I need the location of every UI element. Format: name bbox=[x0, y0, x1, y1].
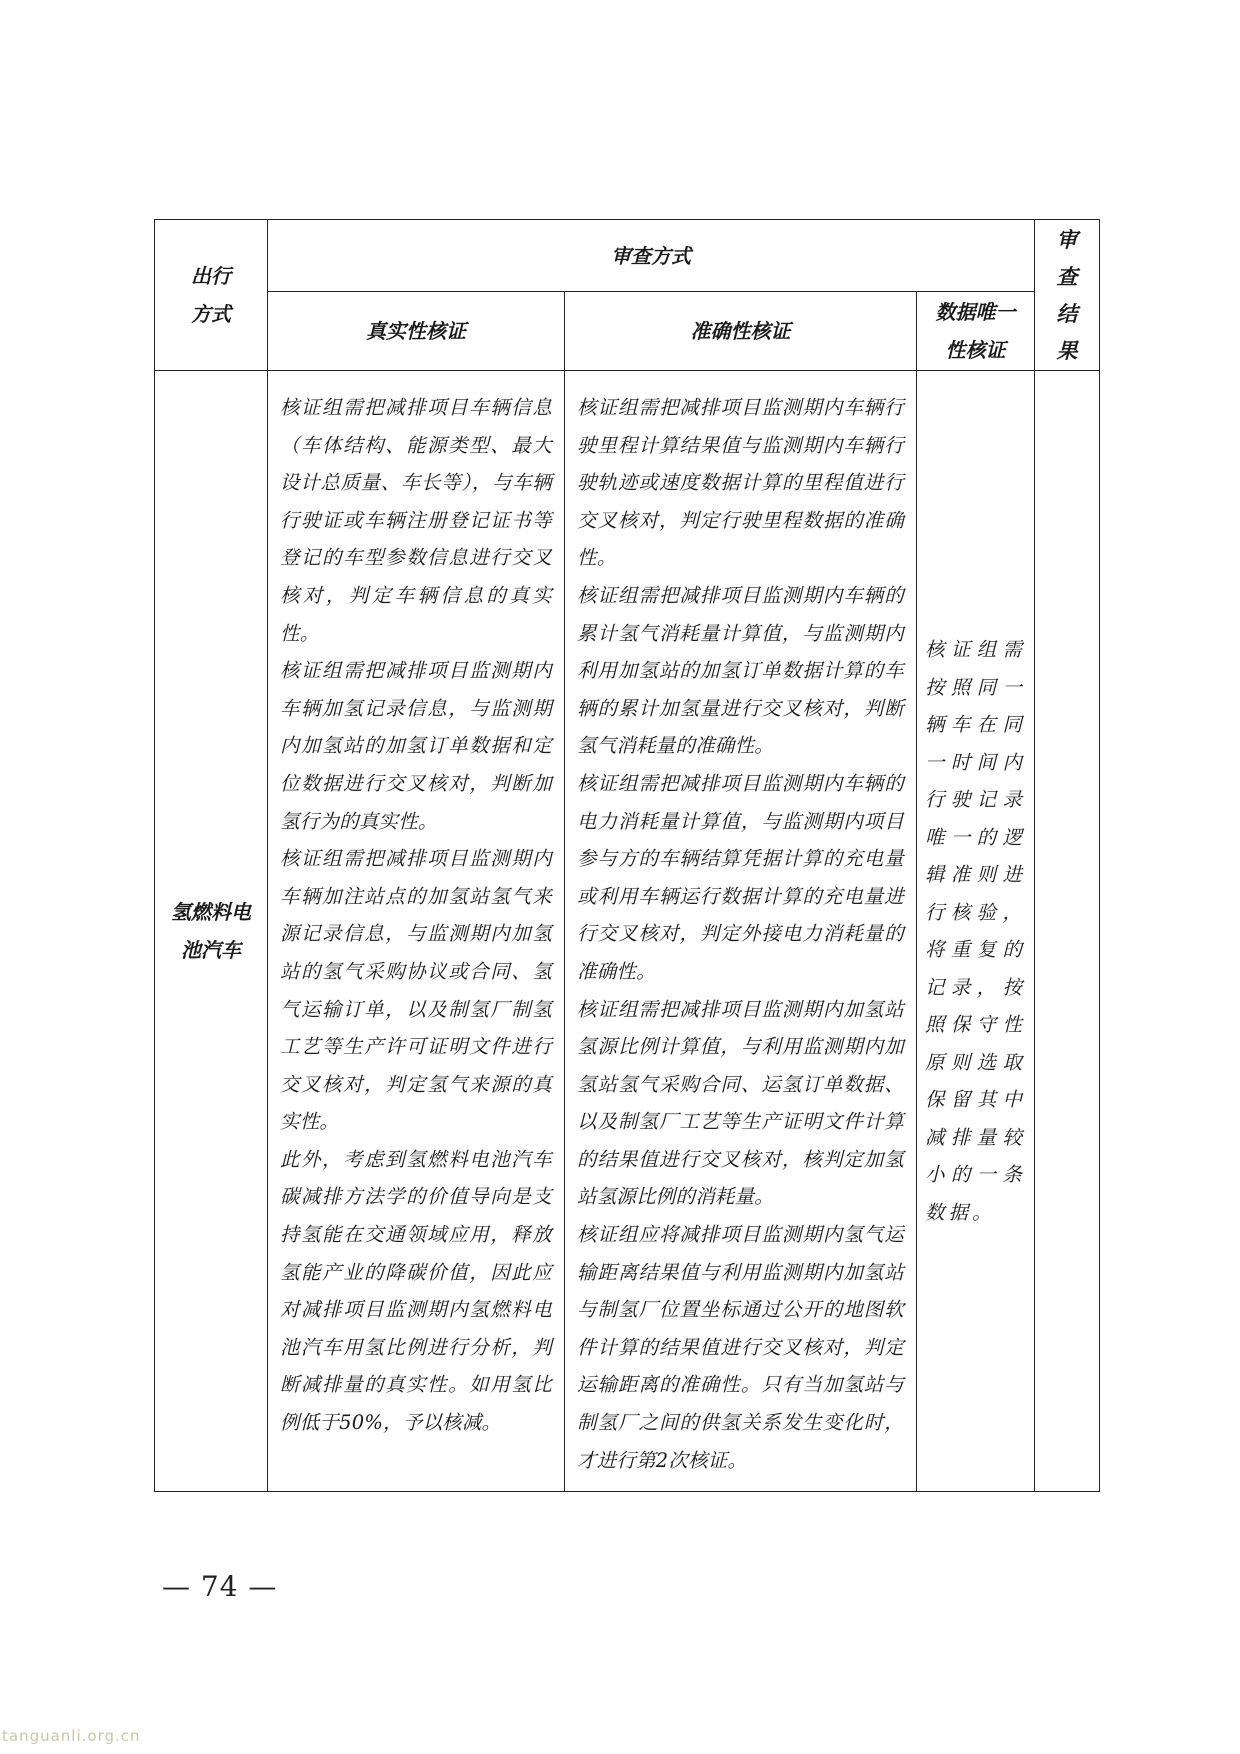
accuracy-paragraph-4: 核证组需把减排项目监测期内加氢站氢源比例计算值，与利用监测期内加氢站氢气采购合同、运氢订单数据、以及制氢厂工艺等生产证明文件计算的结果值进行交叉核对，核判定加氢站氢源比例的消耗量。 bbox=[577, 997, 904, 1209]
authenticity-paragraph-1: 核证组需把减排项目车辆信息（车体结构、能源类型、最大设计总质量、车长等），与车辆行驶证或车辆注册登记证书等登记的车型参数信息进行交叉核对，判定车辆信息的真实性。 bbox=[280, 396, 552, 645]
header-review-method: 审查方式 bbox=[268, 220, 1035, 292]
header-uniqueness-label: 数据唯一性核证 bbox=[935, 300, 1016, 362]
header-review-result bbox=[1035, 220, 1100, 371]
row-accuracy bbox=[565, 371, 917, 1492]
row-review-result bbox=[1035, 371, 1100, 1492]
header-review-result-label: 审查结果 bbox=[1056, 227, 1078, 363]
row-travel-mode-label: 氢燃料电池汽车 bbox=[171, 900, 251, 963]
authenticity-paragraph-4: 此外，考虑到氢燃料电池汽车碳减排方法学的价值导向是支持氢能在交通领域应用，释放氢能产业的降碳价值，因此应对减排项目监测期内氢燃料电池汽车用氢比例进行分析，判断减排量的真实性。如用氢比例低于50%，予以核减。 bbox=[280, 1147, 552, 1435]
accuracy-paragraph-5: 核证组应将减排项目监测期内氢气运输距离结果值与利用监测期内加氢站与制氢厂位置坐标通过公开的地图软件计算的结果值进行交叉核对，判定运输距离的准确性。只有当加氢站与制氢厂之间的供氢关系发生变化时，才进行第2次核证。 bbox=[577, 1223, 904, 1472]
watermark: tanguanli.org.cn bbox=[2, 1727, 141, 1745]
row-authenticity bbox=[268, 371, 565, 1492]
header-travel-mode-label: 出行方式 bbox=[191, 264, 231, 326]
authenticity-paragraph-3: 核证组需把减排项目监测期内车辆加注站点的加氢站氢气来源记录信息，与监测期内加氢站的氢气采购协议或合同、氢气运输订单，以及制氢厂制氢工艺等生产许可证明文件进行交叉核对，判定氢气来源的真实性。 bbox=[280, 847, 552, 1134]
header-authenticity: 真实性核证 bbox=[268, 292, 565, 371]
uniqueness-paragraph: 核证组需按照同一辆车在同一时间内行驶记录唯一的逻辑准则进行核验，将重复的记录，按照保守性原则选取保留其中减排量较小的一条数据。 bbox=[925, 638, 1026, 1224]
review-table bbox=[154, 219, 1100, 1492]
authenticity-paragraph-2: 核证组需把减排项目监测期内车辆加氢记录信息，与监测期内加氢站的加氢订单数据和定位数据进行交叉核对，判断加氢行为的真实性。 bbox=[280, 659, 552, 833]
accuracy-paragraph-1: 核证组需把减排项目监测期内车辆行驶里程计算结果值与监测期内车辆行驶轨迹或速度数据计算的里程值进行交叉核对，判定行驶里程数据的准确性。 bbox=[577, 396, 904, 570]
row-travel-mode bbox=[155, 371, 268, 1492]
header-accuracy: 准确性核证 bbox=[565, 292, 917, 371]
header-travel-mode bbox=[155, 220, 268, 371]
row-uniqueness bbox=[917, 371, 1035, 1492]
accuracy-paragraph-2: 核证组需把减排项目监测期内车辆的累计氢气消耗量计算值，与监测期内利用加氢站的加氢订单数据计算的车辆的累计加氢量进行交叉核对，判断氢气消耗量的准确性。 bbox=[577, 583, 904, 758]
header-uniqueness bbox=[917, 292, 1035, 371]
page-number: — 74 — bbox=[162, 1570, 278, 1603]
accuracy-paragraph-3: 核证组需把减排项目监测期内车辆的电力消耗量计算值，与监测期内项目参与方的车辆结算凭据计算的充电量或利用车辆运行数据计算的充电量进行交叉核对，判定外接电力消耗量的准确性。 bbox=[577, 771, 904, 983]
